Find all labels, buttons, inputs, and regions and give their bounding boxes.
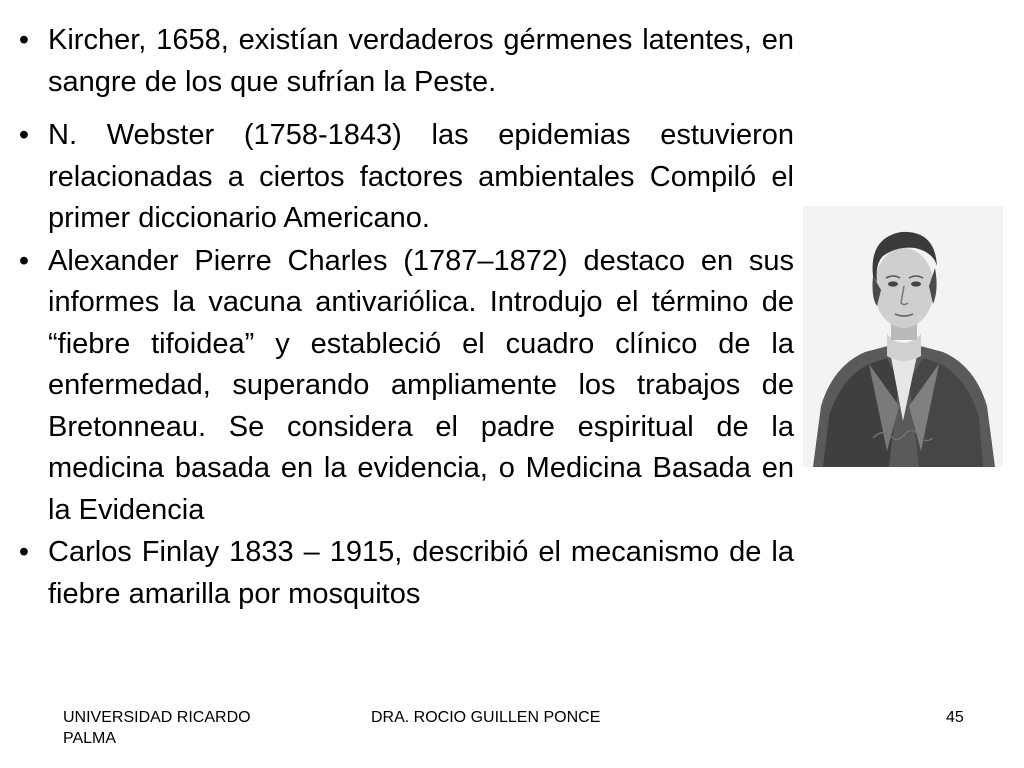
bullet-text: Carlos Finlay 1833 – 1915, describió el mecanismo de la fiebre amarilla por mosquitos: [48, 536, 794, 610]
bullet-item-kircher: [14, 20, 794, 103]
bullet-item-webster: [14, 115, 794, 240]
footer-presenter: DRA. ROCIO GUILLEN PONCE: [371, 709, 601, 726]
bullet-text: Alexander Pierre Charles (1787–1872) destaco en sus informes la vacuna antivariólica. Introdujo el término de “fiebre tifoidea” y estableció el cuadro clínico de la enfermedad, superando ampliamente los trabajos de Bretonneau. Se considera el padre espiritual de la medicina basada en la evidencia, o Medicina Basada en la Evidencia: [48, 244, 794, 526]
bullet-dot: •: [18, 119, 30, 151]
bullet-item-finlay: [14, 532, 794, 615]
slide-body: [14, 20, 794, 616]
footer-institution: UNIVERSIDAD RICARDO PALMA: [63, 709, 251, 747]
bullet-dot: •: [18, 536, 30, 568]
portrait-engraving-icon: [803, 206, 1003, 467]
bullet-dot: •: [18, 24, 30, 56]
bullet-text: N. Webster (1758-1843) las epidemias estuvieron relacionadas a ciertos factores ambientales Compiló el primer diccionario Americano.: [48, 119, 794, 234]
footer-page-number: 45: [946, 709, 964, 726]
bullet-item-louis: [14, 241, 794, 532]
bullet-text: Kircher, 1658, existían verdaderos gérmenes latentes, en sangre de los que sufrían la Peste.: [48, 24, 794, 98]
bullet-dot: •: [18, 244, 30, 277]
